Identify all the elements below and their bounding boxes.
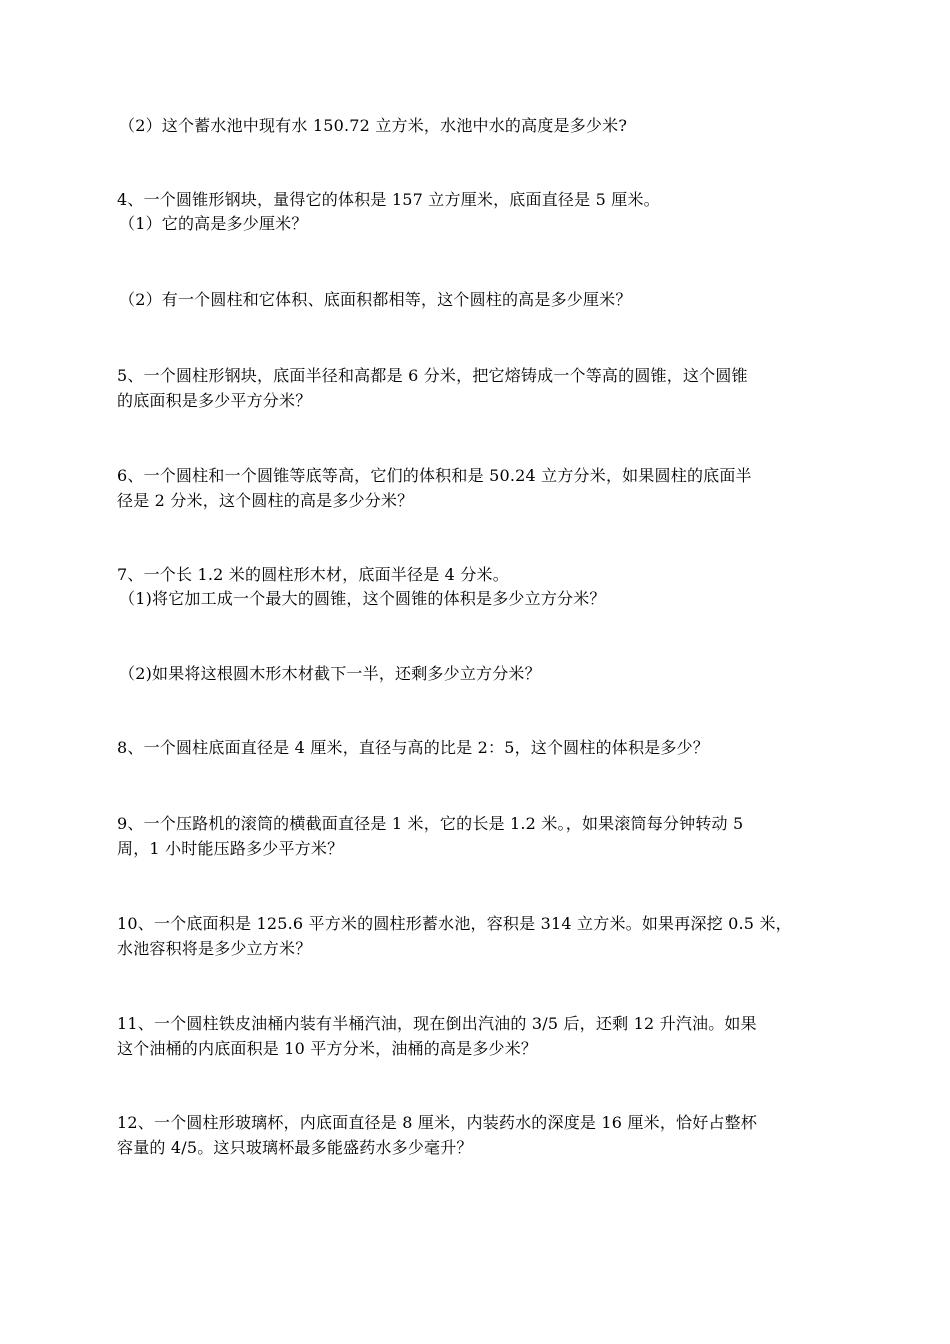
q7-part1-text: （1)将它加工成一个最大的圆锥，这个圆锥的体积是多少立方分米？ xyxy=(119,589,606,608)
q5-text-line1: 5、一个圆柱形钢块，底面半径和高都是 6 分米，把它熔铸成一个等高的圆锥，这个圆锥 xyxy=(117,366,748,385)
q11-text-line2: 这个油桶的内底面积是 10 平方分米，油桶的高是多少米？ xyxy=(117,1039,538,1058)
q6-text-line1: 6、一个圆柱和一个圆锥等底等高，它们的体积和是 50.24 立方分米，如果圆柱的底面半 xyxy=(117,466,752,485)
q10-text-line2: 水池容积将是多少立方米？ xyxy=(117,939,312,958)
q9-text-line2: 周，1 小时能压路多少平方米？ xyxy=(117,839,344,858)
q12-text-line1: 12、一个圆柱形玻璃杯，内底面直径是 8 厘米，内装药水的深度是 16 厘米，恰好占整杯 xyxy=(117,1113,758,1132)
q3-part2-text: （2）这个蓄水池中现有水 150.72 立方米，水池中水的高度是多少米? xyxy=(119,116,628,135)
q4-text: 4、一个圆锥形钢块，量得它的体积是 157 立方厘米，底面直径是 5 厘米。 xyxy=(117,190,660,209)
q5-text-line2: 的底面积是多少平方分米？ xyxy=(117,391,312,410)
q7-part2-text: （2)如果将这根圆木形木材截下一半，还剩多少立方分米？ xyxy=(119,664,541,683)
q12-text-line2: 容量的 4/5。这只玻璃杯最多能盛药水多少毫升？ xyxy=(117,1138,473,1157)
q10-text-line1: 10、一个底面积是 125.6 平方米的圆柱形蓄水池，容积是 314 立方米。如果再深挖 0.5 米， xyxy=(117,914,792,933)
q8-text: 8、一个圆柱底面直径是 4 厘米，直径与高的比是 2：5，这个圆柱的体积是多少？ xyxy=(117,738,709,757)
q11-text-line1: 11、一个圆柱铁皮油桶内装有半桶汽油，现在倒出汽油的 3/5 后，还剩 12 升汽油。如果 xyxy=(117,1014,757,1033)
q7-text: 7、一个长 1.2 米的圆柱形木材，底面半径是 4 分米。 xyxy=(117,565,509,584)
q4-part1-text: （1）它的高是多少厘米？ xyxy=(119,214,308,233)
q6-text-line2: 径是 2 分米，这个圆柱的高是多少分米？ xyxy=(117,491,414,510)
q4-part2-text: （2）有一个圆柱和它体积、底面积都相等，这个圆柱的高是多少厘米？ xyxy=(119,290,632,309)
q9-text-line1: 9、一个压路机的滚筒的横截面直径是 1 米，它的长是 1.2 米。，如果滚筒每分钟转动 5 xyxy=(117,814,744,833)
